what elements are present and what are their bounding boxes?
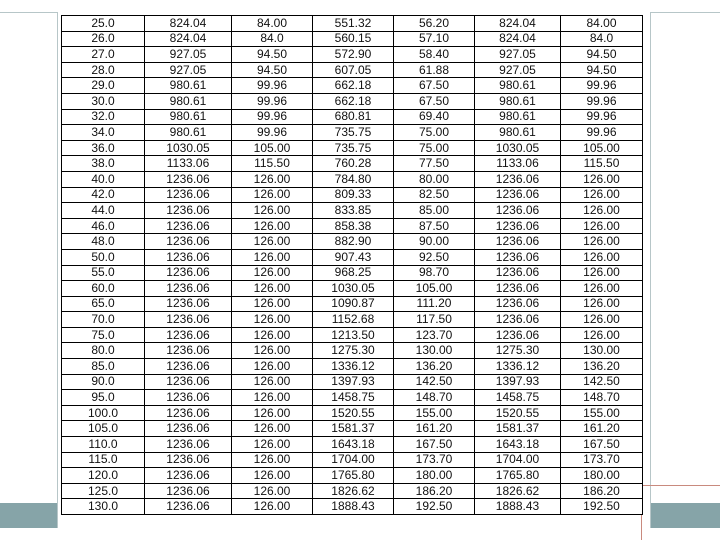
table-cell: 126.00 [232, 265, 313, 281]
table-cell: 38.0 [62, 156, 145, 172]
table-cell: 67.50 [394, 93, 475, 109]
table-cell: 662.18 [313, 93, 394, 109]
table-cell: 1458.75 [475, 390, 561, 406]
table-cell: 75.0 [62, 327, 145, 343]
table-cell: 824.04 [475, 16, 561, 32]
table-cell: 167.50 [394, 437, 475, 453]
table-cell: 1336.12 [475, 359, 561, 375]
table-row [62, 187, 643, 203]
table-cell: 126.00 [232, 187, 313, 203]
table-cell: 192.50 [394, 499, 475, 515]
table-cell: 27.0 [62, 47, 145, 63]
table-cell: 1133.06 [145, 156, 232, 172]
table-cell: 130.00 [394, 343, 475, 359]
table-cell: 155.00 [394, 405, 475, 421]
table-cell: 1236.06 [475, 171, 561, 187]
table-cell: 99.96 [561, 109, 643, 125]
table-row [62, 47, 643, 63]
table-cell: 80.00 [394, 171, 475, 187]
table-cell: 126.00 [561, 249, 643, 265]
table-row [62, 218, 643, 234]
table-cell: 100.0 [62, 405, 145, 421]
table-cell: 1236.06 [145, 499, 232, 515]
table-cell: 125.0 [62, 483, 145, 499]
table-cell: 1236.06 [145, 218, 232, 234]
table-row [62, 390, 643, 406]
table-cell: 1236.06 [475, 327, 561, 343]
table-cell: 50.0 [62, 249, 145, 265]
table-cell: 126.00 [232, 203, 313, 219]
table-cell: 551.32 [313, 16, 394, 32]
table-cell: 1236.06 [475, 203, 561, 219]
table-cell: 111.20 [394, 296, 475, 312]
table-row [62, 405, 643, 421]
table-row [62, 327, 643, 343]
table-cell: 980.61 [475, 109, 561, 125]
table-row [62, 78, 643, 94]
table-cell: 161.20 [561, 421, 643, 437]
table-cell: 82.50 [394, 187, 475, 203]
table-cell: 44.0 [62, 203, 145, 219]
table-cell: 927.05 [475, 47, 561, 63]
frame-line-top-left [0, 12, 58, 13]
table-cell: 126.00 [232, 374, 313, 390]
table-cell: 136.20 [394, 359, 475, 375]
table-row [62, 468, 643, 484]
frame-line-left [57, 12, 58, 528]
table-cell: 69.40 [394, 109, 475, 125]
table-cell: 94.50 [232, 62, 313, 78]
table-cell: 882.90 [313, 234, 394, 250]
table-cell: 126.00 [561, 234, 643, 250]
table-row [62, 359, 643, 375]
table-cell: 1236.06 [145, 483, 232, 499]
table-cell: 142.50 [561, 374, 643, 390]
table-cell: 148.70 [394, 390, 475, 406]
table-row [62, 140, 643, 156]
table-cell: 1236.06 [145, 171, 232, 187]
table-cell: 126.00 [561, 281, 643, 297]
table-cell: 123.70 [394, 327, 475, 343]
table-cell: 1236.06 [145, 405, 232, 421]
table-cell: 1236.06 [145, 468, 232, 484]
table-cell: 155.00 [561, 405, 643, 421]
table-cell: 735.75 [313, 140, 394, 156]
table-cell: 36.0 [62, 140, 145, 156]
table-row [62, 16, 643, 32]
table-cell: 84.00 [561, 16, 643, 32]
table-cell: 809.33 [313, 187, 394, 203]
table-cell: 105.0 [62, 421, 145, 437]
table-cell: 167.50 [561, 437, 643, 453]
table-cell: 70.0 [62, 312, 145, 328]
table-cell: 126.00 [232, 171, 313, 187]
frame-line-top-right [650, 12, 720, 13]
table-cell: 1236.06 [145, 281, 232, 297]
table-cell: 80.0 [62, 343, 145, 359]
table-cell: 25.0 [62, 16, 145, 32]
table-cell: 1236.06 [475, 281, 561, 297]
table-cell: 136.20 [561, 359, 643, 375]
table-row [62, 374, 643, 390]
table-cell: 1275.30 [313, 343, 394, 359]
table-cell: 117.50 [394, 312, 475, 328]
table-cell: 833.85 [313, 203, 394, 219]
table-cell: 1704.00 [475, 452, 561, 468]
table-cell: 680.81 [313, 109, 394, 125]
table-cell: 34.0 [62, 125, 145, 141]
table-cell: 55.0 [62, 265, 145, 281]
table-cell: 980.61 [145, 93, 232, 109]
table-cell: 126.00 [232, 452, 313, 468]
table-cell: 126.00 [232, 327, 313, 343]
table-cell: 1888.43 [475, 499, 561, 515]
table-cell: 1581.37 [313, 421, 394, 437]
frame-line-right [650, 12, 651, 528]
table-cell: 84.00 [232, 16, 313, 32]
table-cell: 105.00 [232, 140, 313, 156]
table-cell: 1643.18 [475, 437, 561, 453]
table-cell: 161.20 [394, 421, 475, 437]
data-table-container [61, 15, 642, 535]
table-cell: 607.05 [313, 62, 394, 78]
table-cell: 1236.06 [145, 452, 232, 468]
table-cell: 65.0 [62, 296, 145, 312]
table-cell: 105.00 [561, 140, 643, 156]
table-row [62, 203, 643, 219]
table-cell: 1888.43 [313, 499, 394, 515]
table-cell: 572.90 [313, 47, 394, 63]
table-cell: 75.00 [394, 125, 475, 141]
table-cell: 980.61 [145, 78, 232, 94]
table-cell: 980.61 [475, 125, 561, 141]
table-cell: 126.00 [232, 312, 313, 328]
table-cell: 1581.37 [475, 421, 561, 437]
table-cell: 980.61 [475, 78, 561, 94]
table-cell: 126.00 [232, 421, 313, 437]
data-table [61, 15, 643, 515]
table-row [62, 31, 643, 47]
table-cell: 126.00 [561, 265, 643, 281]
table-cell: 99.96 [232, 109, 313, 125]
table-cell: 77.50 [394, 156, 475, 172]
table-cell: 126.00 [232, 499, 313, 515]
table-row [62, 93, 643, 109]
table-cell: 110.0 [62, 437, 145, 453]
table-cell: 46.0 [62, 218, 145, 234]
table-cell: 180.00 [394, 468, 475, 484]
table-row [62, 62, 643, 78]
table-cell: 42.0 [62, 187, 145, 203]
table-row [62, 281, 643, 297]
table-body [62, 16, 643, 515]
table-row [62, 249, 643, 265]
table-cell: 126.00 [561, 187, 643, 203]
table-cell: 1236.06 [145, 203, 232, 219]
table-cell: 1236.06 [475, 296, 561, 312]
table-cell: 858.38 [313, 218, 394, 234]
table-cell: 126.00 [232, 437, 313, 453]
table-cell: 1030.05 [145, 140, 232, 156]
table-row [62, 109, 643, 125]
table-cell: 1236.06 [145, 359, 232, 375]
table-cell: 120.0 [62, 468, 145, 484]
table-cell: 927.05 [475, 62, 561, 78]
table-cell: 1213.50 [313, 327, 394, 343]
accent-block-left [0, 503, 57, 528]
table-cell: 1090.87 [313, 296, 394, 312]
table-cell: 126.00 [561, 203, 643, 219]
table-cell: 1520.55 [475, 405, 561, 421]
table-cell: 1236.06 [475, 249, 561, 265]
table-cell: 968.25 [313, 265, 394, 281]
table-cell: 1236.06 [145, 234, 232, 250]
table-cell: 126.00 [561, 218, 643, 234]
table-cell: 1236.06 [145, 296, 232, 312]
table-cell: 126.00 [232, 234, 313, 250]
table-cell: 115.50 [232, 156, 313, 172]
table-cell: 126.00 [232, 343, 313, 359]
table-cell: 824.04 [145, 31, 232, 47]
table-cell: 94.50 [561, 62, 643, 78]
table-cell: 99.96 [232, 93, 313, 109]
table-cell: 115.50 [561, 156, 643, 172]
table-cell: 99.96 [232, 78, 313, 94]
table-cell: 1704.00 [313, 452, 394, 468]
table-cell: 99.96 [561, 78, 643, 94]
table-cell: 92.50 [394, 249, 475, 265]
table-cell: 29.0 [62, 78, 145, 94]
table-cell: 1520.55 [313, 405, 394, 421]
table-cell: 99.96 [561, 93, 643, 109]
table-cell: 824.04 [145, 16, 232, 32]
table-cell: 192.50 [561, 499, 643, 515]
table-cell: 1765.80 [475, 468, 561, 484]
table-cell: 1236.06 [145, 327, 232, 343]
accent-block-right [651, 503, 720, 528]
table-row [62, 437, 643, 453]
table-cell: 148.70 [561, 390, 643, 406]
table-cell: 95.0 [62, 390, 145, 406]
table-cell: 1030.05 [313, 281, 394, 297]
table-cell: 1236.06 [475, 218, 561, 234]
table-cell: 126.00 [232, 281, 313, 297]
table-cell: 32.0 [62, 109, 145, 125]
table-cell: 186.20 [561, 483, 643, 499]
table-cell: 61.88 [394, 62, 475, 78]
table-row [62, 125, 643, 141]
table-cell: 48.0 [62, 234, 145, 250]
table-cell: 1826.62 [475, 483, 561, 499]
table-cell: 60.0 [62, 281, 145, 297]
table-cell: 126.00 [232, 296, 313, 312]
table-cell: 980.61 [475, 93, 561, 109]
table-cell: 94.50 [232, 47, 313, 63]
table-cell: 760.28 [313, 156, 394, 172]
table-cell: 126.00 [232, 359, 313, 375]
table-cell: 126.00 [561, 327, 643, 343]
table-cell: 1275.30 [475, 343, 561, 359]
table-cell: 173.70 [561, 452, 643, 468]
table-cell: 1152.68 [313, 312, 394, 328]
table-cell: 1030.05 [475, 140, 561, 156]
table-cell: 67.50 [394, 78, 475, 94]
table-cell: 980.61 [145, 125, 232, 141]
table-cell: 1236.06 [145, 343, 232, 359]
table-cell: 40.0 [62, 171, 145, 187]
table-cell: 1236.06 [475, 312, 561, 328]
table-cell: 180.00 [561, 468, 643, 484]
table-cell: 142.50 [394, 374, 475, 390]
table-cell: 99.96 [561, 125, 643, 141]
table-cell: 105.00 [394, 281, 475, 297]
table-cell: 126.00 [232, 390, 313, 406]
table-cell: 1133.06 [475, 156, 561, 172]
table-cell: 1826.62 [313, 483, 394, 499]
table-cell: 907.43 [313, 249, 394, 265]
table-cell: 126.00 [232, 249, 313, 265]
table-cell: 980.61 [145, 109, 232, 125]
table-cell: 927.05 [145, 47, 232, 63]
table-row [62, 483, 643, 499]
table-row [62, 171, 643, 187]
table-cell: 126.00 [232, 218, 313, 234]
table-cell: 126.00 [232, 483, 313, 499]
table-cell: 1236.06 [145, 187, 232, 203]
table-cell: 1397.93 [475, 374, 561, 390]
table-cell: 126.00 [561, 171, 643, 187]
table-cell: 84.0 [561, 31, 643, 47]
table-cell: 186.20 [394, 483, 475, 499]
table-cell: 57.10 [394, 31, 475, 47]
table-cell: 824.04 [475, 31, 561, 47]
table-cell: 85.00 [394, 203, 475, 219]
table-cell: 84.0 [232, 31, 313, 47]
table-row [62, 421, 643, 437]
table-row [62, 265, 643, 281]
table-cell: 94.50 [561, 47, 643, 63]
table-cell: 90.00 [394, 234, 475, 250]
table-cell: 1236.06 [145, 374, 232, 390]
table-cell: 85.0 [62, 359, 145, 375]
table-cell: 1236.06 [145, 249, 232, 265]
table-cell: 1397.93 [313, 374, 394, 390]
table-cell: 560.15 [313, 31, 394, 47]
table-row [62, 499, 643, 515]
table-cell: 115.0 [62, 452, 145, 468]
table-cell: 126.00 [232, 405, 313, 421]
table-cell: 58.40 [394, 47, 475, 63]
table-cell: 784.80 [313, 171, 394, 187]
table-cell: 927.05 [145, 62, 232, 78]
table-cell: 1236.06 [145, 265, 232, 281]
table-cell: 99.96 [232, 125, 313, 141]
table-row [62, 343, 643, 359]
table-cell: 90.0 [62, 374, 145, 390]
table-cell: 662.18 [313, 78, 394, 94]
table-row [62, 234, 643, 250]
table-cell: 1236.06 [145, 437, 232, 453]
table-cell: 87.50 [394, 218, 475, 234]
table-cell: 75.00 [394, 140, 475, 156]
frame-line-accent-horizontal [640, 485, 720, 486]
table-cell: 1236.06 [145, 390, 232, 406]
table-cell: 130.0 [62, 499, 145, 515]
table-row [62, 312, 643, 328]
table-cell: 1236.06 [145, 312, 232, 328]
table-cell: 126.00 [232, 468, 313, 484]
table-cell: 1643.18 [313, 437, 394, 453]
table-cell: 98.70 [394, 265, 475, 281]
table-cell: 1458.75 [313, 390, 394, 406]
table-cell: 30.0 [62, 93, 145, 109]
table-cell: 1765.80 [313, 468, 394, 484]
table-cell: 735.75 [313, 125, 394, 141]
table-cell: 26.0 [62, 31, 145, 47]
table-cell: 1236.06 [145, 421, 232, 437]
table-row [62, 296, 643, 312]
table-cell: 173.70 [394, 452, 475, 468]
table-cell: 28.0 [62, 62, 145, 78]
table-cell: 56.20 [394, 16, 475, 32]
table-cell: 126.00 [561, 296, 643, 312]
table-row [62, 452, 643, 468]
table-cell: 1236.06 [475, 265, 561, 281]
table-cell: 130.00 [561, 343, 643, 359]
table-cell: 1236.06 [475, 234, 561, 250]
table-cell: 1236.06 [475, 187, 561, 203]
table-cell: 126.00 [561, 312, 643, 328]
table-cell: 1336.12 [313, 359, 394, 375]
table-row [62, 156, 643, 172]
